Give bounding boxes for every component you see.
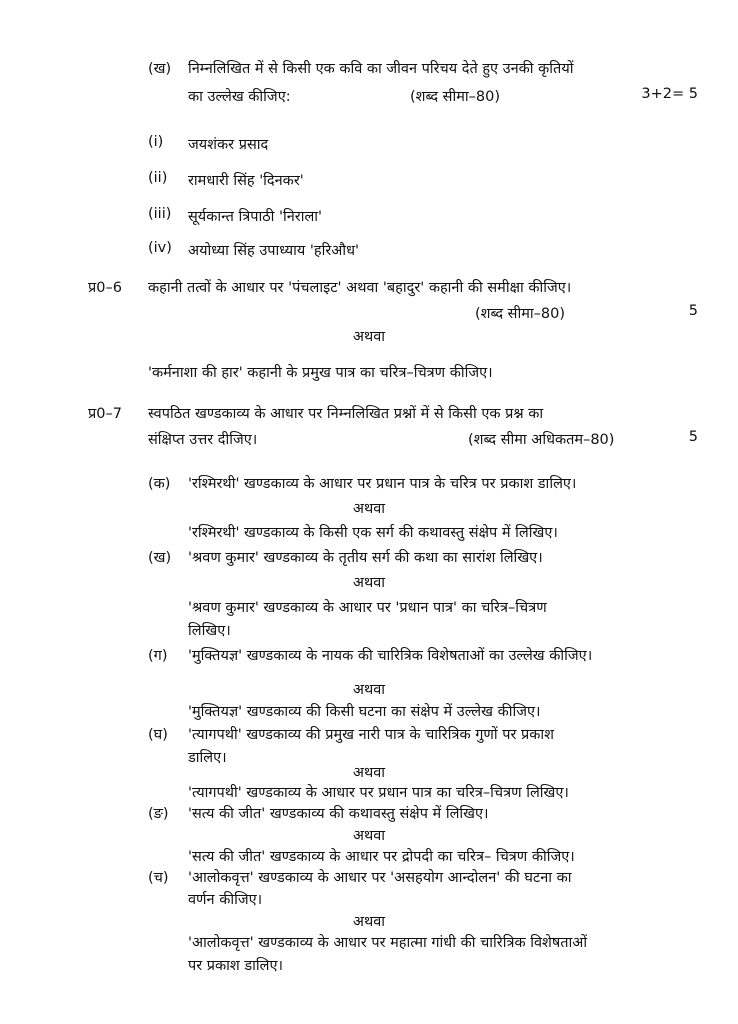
sub-question: 'मुक्तियज्ञ' खण्डकाव्य की किसी घटना का संक्षेप में उल्लेख कीजिए। [188,704,541,720]
or-divider: अथवा [352,575,386,591]
option-text: जयशंकर प्रसाद [188,137,269,153]
or-divider: अथवा [352,501,386,517]
sub-label-gh: (घ) [148,727,168,743]
or-divider: अथवा [352,765,386,781]
or-divider: अथवा [352,828,386,844]
sub-question: 'सत्य की जीत' खण्डकाव्य के आधार पर द्रोपदी का चरित्र– चित्रण कीजिए। [188,849,575,865]
option-text: अयोध्या सिंह उपाध्याय 'हरिऔध' [188,243,360,259]
option-number: (iii) [148,206,172,222]
sub-label-ch: (च) [148,870,169,886]
sub-question: 'त्यागपथी' खण्डकाव्य के आधार पर प्रधान पात्र का चरित्र–चित्रण लिखिए। [188,785,569,801]
q5b-line1: निम्नलिखित में से किसी एक कवि का जीवन परिचय देते हुए उनकी कृतियों [188,61,574,77]
sub-question-cont: पर प्रकाश डालिए। [188,958,283,974]
option-number: (iv) [148,240,172,256]
sub-question: 'श्रवण कुमार' खण्डकाव्य के आधार पर 'प्रधान पात्र' का चरित्र–चित्रण [188,600,547,616]
option-number: (i) [148,134,164,150]
q7-marks: 5 [688,429,698,445]
q6-alt-text: 'कर्मनाशा की हार' कहानी के प्रमुख पात्र का चरित्र–चित्रण कीजिए। [148,365,493,381]
q7-line1: स्वपठित खण्डकाव्य के आधार पर निम्नलिखित प्रश्नों में से किसी एक प्रश्न का [148,406,544,422]
sub-question: 'रश्मिरथी' खण्डकाव्य के किसी एक सर्ग की कथावस्तु संक्षेप में लिखिए। [188,525,558,541]
q7-word-limit: (शब्द सीमा अधिकतम–80) [468,432,615,448]
sub-question: 'श्रवण कुमार' खण्डकाव्य के तृतीय सर्ग की कथा का सारांश लिखिए। [188,550,543,566]
sub-label-d: (ङ) [148,806,169,822]
q5b-word-limit: (शब्द सीमा–80) [410,89,500,105]
option-text: सूर्यकान्त त्रिपाठी 'निराला' [188,209,323,225]
or-divider: अथवा [352,329,386,345]
or-divider: अथवा [352,914,386,930]
option-number: (ii) [148,170,168,186]
q7-label: प्र0–7 [88,406,122,422]
q6-label: प्र0–6 [88,280,122,296]
q5b-label: (ख) [148,61,172,77]
sub-question: 'आलोकवृत्त' खण्डकाव्य के आधार पर महात्मा गांधी की चारित्रिक विशेषताओं [188,935,588,951]
sub-question: 'आलोकवृत्त' खण्डकाव्य के आधार पर 'असहयोग आन्दोलन' की घटना का [188,870,572,886]
q6-marks: 5 [688,303,698,319]
sub-question: 'सत्य की जीत' खण्डकाव्य की कथावस्तु संक्षेप में लिखिए। [188,806,489,822]
option-text: रामधारी सिंह 'दिनकर' [188,173,304,189]
q6-text: कहानी तत्वों के आधार पर 'पंचलाइट' अथवा 'बहादुर' कहानी की समीक्षा कीजिए। [148,280,572,296]
sub-label-g: (ग) [148,648,168,664]
sub-question: 'मुक्तियज्ञ' खण्डकाव्य के नायक की चारित्रिक विशेषताओं का उल्लेख कीजिए। [188,648,593,664]
sub-question-cont: डालिए। [188,750,227,766]
or-divider: अथवा [352,682,386,698]
q6-word-limit: (शब्द सीमा–80) [475,306,565,322]
q5b-marks: 3+2= 5 [641,86,698,102]
sub-label-kh: (ख) [148,550,172,566]
sub-question-cont: लिखिए। [188,623,231,639]
sub-label-k: (क) [148,476,171,492]
q7-line2: संक्षिप्त उत्तर दीजिए। [148,432,258,448]
sub-question: 'रश्मिरथी' खण्डकाव्य के आधार पर प्रधान पात्र के चरित्र पर प्रकाश डालिए। [188,476,577,492]
sub-question: 'त्यागपथी' खण्डकाव्य की प्रमुख नारी पात्र के चारित्रिक गुणों पर प्रकाश [188,727,555,743]
q5b-line2: का उल्लेख कीजिए: [188,89,291,105]
sub-question-cont: वर्णन कीजिए। [188,892,263,908]
